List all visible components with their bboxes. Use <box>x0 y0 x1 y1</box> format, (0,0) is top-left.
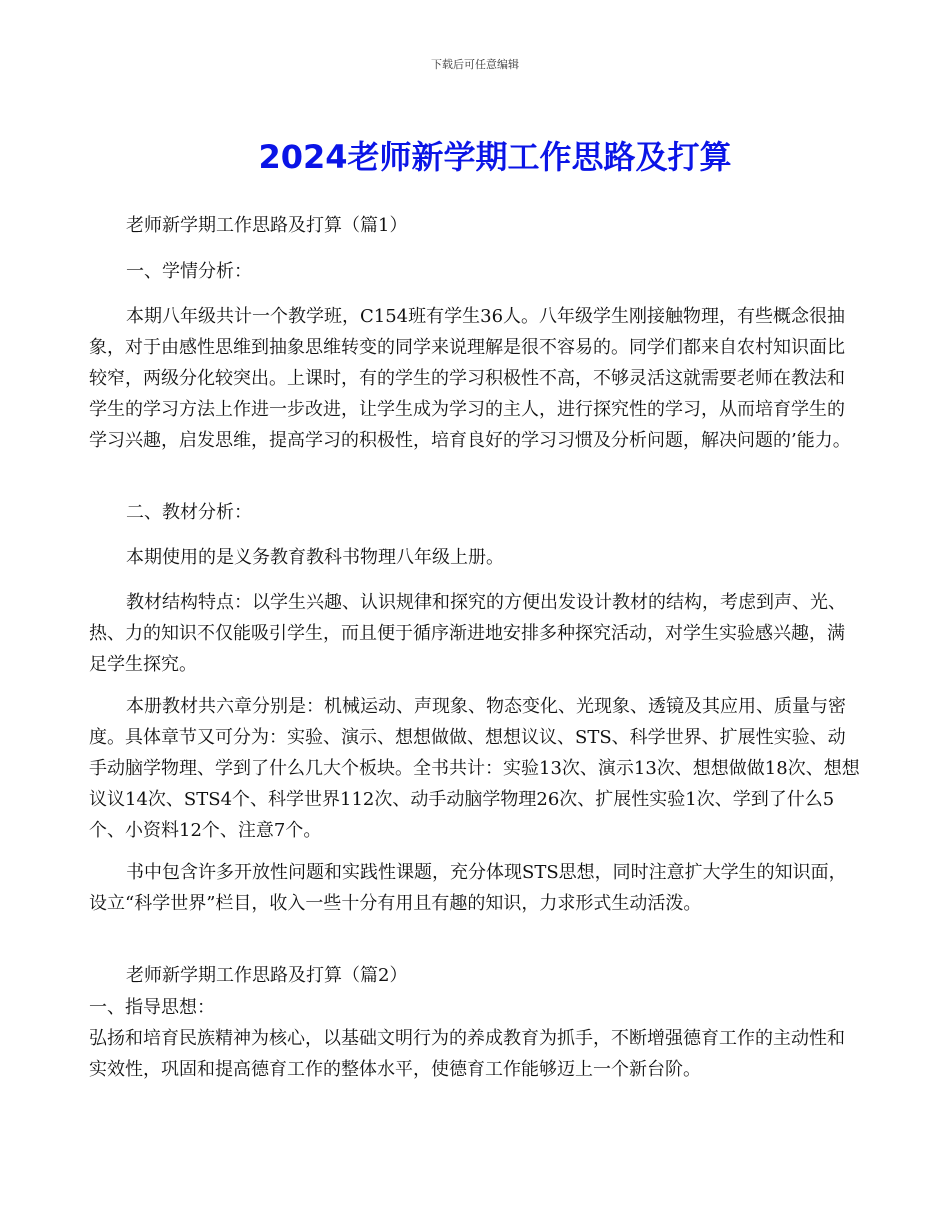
paragraph-textbook-edition: 本期使用的是义务教育教科书物理八年级上册。 <box>126 547 504 568</box>
document-title: 2024老师新学期工作思路及打算 <box>258 138 732 176</box>
paragraph-student-analysis: 本期八年级共计一个教学班，C154班有学生36人。八年级学生刚接触物理，有些概念很抽象，对于由感性思维到抽象思维转变的同学来说理解是很不容易的。同学们都来自农村知识面比较窄，两级分化较突出。上课时，有的学生的学习积极性不高，不够灵活这就需要老师在教法和学生的学习方法上作进一步改进，让学生成为学习的主人，进行探究性的学习，从而培育学生的学习兴趣，启发思维，提高学习的积极性，培育良好的学习习惯及分析问题，解决问题的’能力。 <box>89 306 851 451</box>
paragraph-guiding-principle: 弘扬和培育民族精神为核心，以基础文明行为的养成教育为抓手，不断增强德育工作的主动性和实效性，巩固和提高德育工作的整体水平，使德育工作能够迈上一个新台阶。 <box>89 1028 845 1080</box>
header-note: 下载后可任意编辑 <box>431 58 519 71</box>
heading-textbook-analysis: 二、教材分析： <box>126 502 252 523</box>
heading-guiding-principle: 一、指导思想： <box>89 997 215 1018</box>
section-heading-part2: 老师新学期工作思路及打算（篇2） <box>126 965 408 986</box>
heading-student-analysis: 一、学情分析： <box>126 261 252 282</box>
section-heading-part1: 老师新学期工作思路及打算（篇1） <box>126 215 408 236</box>
paragraph-chapters: 本册教材共六章分别是：机械运动、声现象、物态变化、光现象、透镜及其应用、质量与密度。具体章节又可分为：实验、演示、想想做做、想想议议、STS、科学世界、扩展性实验、动手动脑学物理、学到了什么几大个板块。全书共计：实验13次、演示13次、想想做做18次、想想议议14次、STS4个、科学世界112次、动手动脑学物理26次、扩展性实验1次、学到了什么5个、小资料12个、注意7个。 <box>89 696 860 841</box>
paragraph-open-questions: 书中包含许多开放性问题和实践性课题，充分体现STS思想，同时注意扩大学生的知识面，设立“科学世界”栏目，收入一些十分有用且有趣的知识，力求形式生动活泼。 <box>89 862 847 914</box>
paragraph-textbook-structure: 教材结构特点：以学生兴趣、认识规律和探究的方便出发设计教材的结构，考虑到声、光、热、力的知识不仅能吸引学生，而且便于循序渐进地安排多种探究活动，对学生实验感兴趣，满足学生探究。 <box>89 592 846 675</box>
